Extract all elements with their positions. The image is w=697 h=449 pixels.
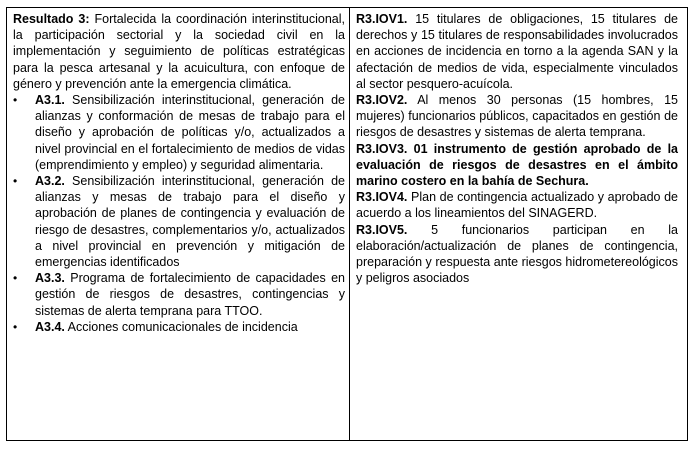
result-column	[7, 8, 350, 440]
indicator-item	[356, 92, 678, 141]
activity-item	[13, 270, 345, 319]
results-table	[6, 7, 688, 441]
activity-code: A3.1.	[35, 93, 65, 108]
bullet-icon: •	[13, 93, 18, 108]
indicator-item	[356, 141, 678, 190]
indicator-code: R3.IOV5.	[356, 222, 408, 237]
indicator-code: R3.IOV1.	[356, 12, 408, 26]
activity-text: Acciones comunicacionales de incidencia	[64, 319, 298, 334]
result-label: Resultado 3:	[13, 12, 90, 26]
indicator-item	[356, 189, 678, 221]
indicator-item	[356, 11, 678, 92]
indicator-text: Plan de contingencia actualizado y aprobado de acuerdo a los lineamientos del SINAGERD.	[356, 190, 678, 221]
activity-item	[13, 319, 345, 335]
activity-text: Sensibilización interinstitucional, generación de alianzas y conformación de mesas de trabajo para el diseño y aprobación de políticas y/o, actualizados a nivel provincial en el fortalecimiento de medios de vidas (emprendimiento y empleo) y seguridad alimentaria.	[35, 93, 345, 172]
indicator-text: 15 titulares de obligaciones, 15 titulares de derechos y 15 titulares de responsabilidades involucrados en acciones de incidencia en torno a la agenda SAN y la afectación de medios de vida, especialmente vinculados al sector pesquero-acuícola.	[356, 12, 678, 91]
activity-text: Programa de fortalecimiento de capacidades en gestión de riesgos de desastres, contingencias y sistemas de alerta temprana para TTOO.	[35, 271, 345, 318]
result-statement	[13, 11, 345, 92]
indicator-item	[356, 222, 678, 287]
activity-list	[13, 92, 345, 335]
bullet-icon: •	[13, 319, 18, 334]
bullet-icon: •	[13, 271, 18, 286]
activity-text: Sensibilización interinstitucional, generación de alianzas y mesas de trabajo para el diseño y aprobación de planes de contingencia y evaluación de riesgo de desastres, complementarios y/o, actualizados a nivel provincial en prevención y mitigación de emergencias identificados	[35, 174, 345, 270]
activity-code: A3.3.	[35, 271, 65, 286]
bullet-icon: •	[13, 174, 18, 189]
activity-item	[13, 92, 345, 173]
indicator-text: Al menos 30 personas (15 hombres, 15 mujeres) funcionarios públicos, capacitados en gestión de riesgos de desastres y sistemas de alerta temprana.	[356, 93, 678, 140]
indicator-text: 5 funcionarios participan en la elaboración/actualización de planes de contingencia, preparación y respuesta ante riesgos hidrometereológicos y peligros asociados	[356, 222, 678, 286]
activity-code: A3.2.	[35, 174, 65, 189]
activity-code: A3.4.	[35, 319, 65, 334]
indicator-code: R3.IOV4.	[356, 190, 408, 205]
indicator-code: R3.IOV3. 01 instrumento de gestión aprobado de la evaluación de riesgos de desastres en el ámbito marino costero en la bahía de Sechura.	[356, 141, 678, 189]
result-text: Fortalecida la coordinación interinstitucional, la participación sectorial y la sociedad civil en la implementación y seguimiento de políticas estratégicas para la pesca artesanal y la acuicultura, con enfoque de género y prevención ante la emergencia climática.	[13, 12, 345, 91]
indicator-column	[350, 8, 687, 440]
indicator-code: R3.IOV2.	[356, 93, 408, 108]
activity-item	[13, 173, 345, 270]
